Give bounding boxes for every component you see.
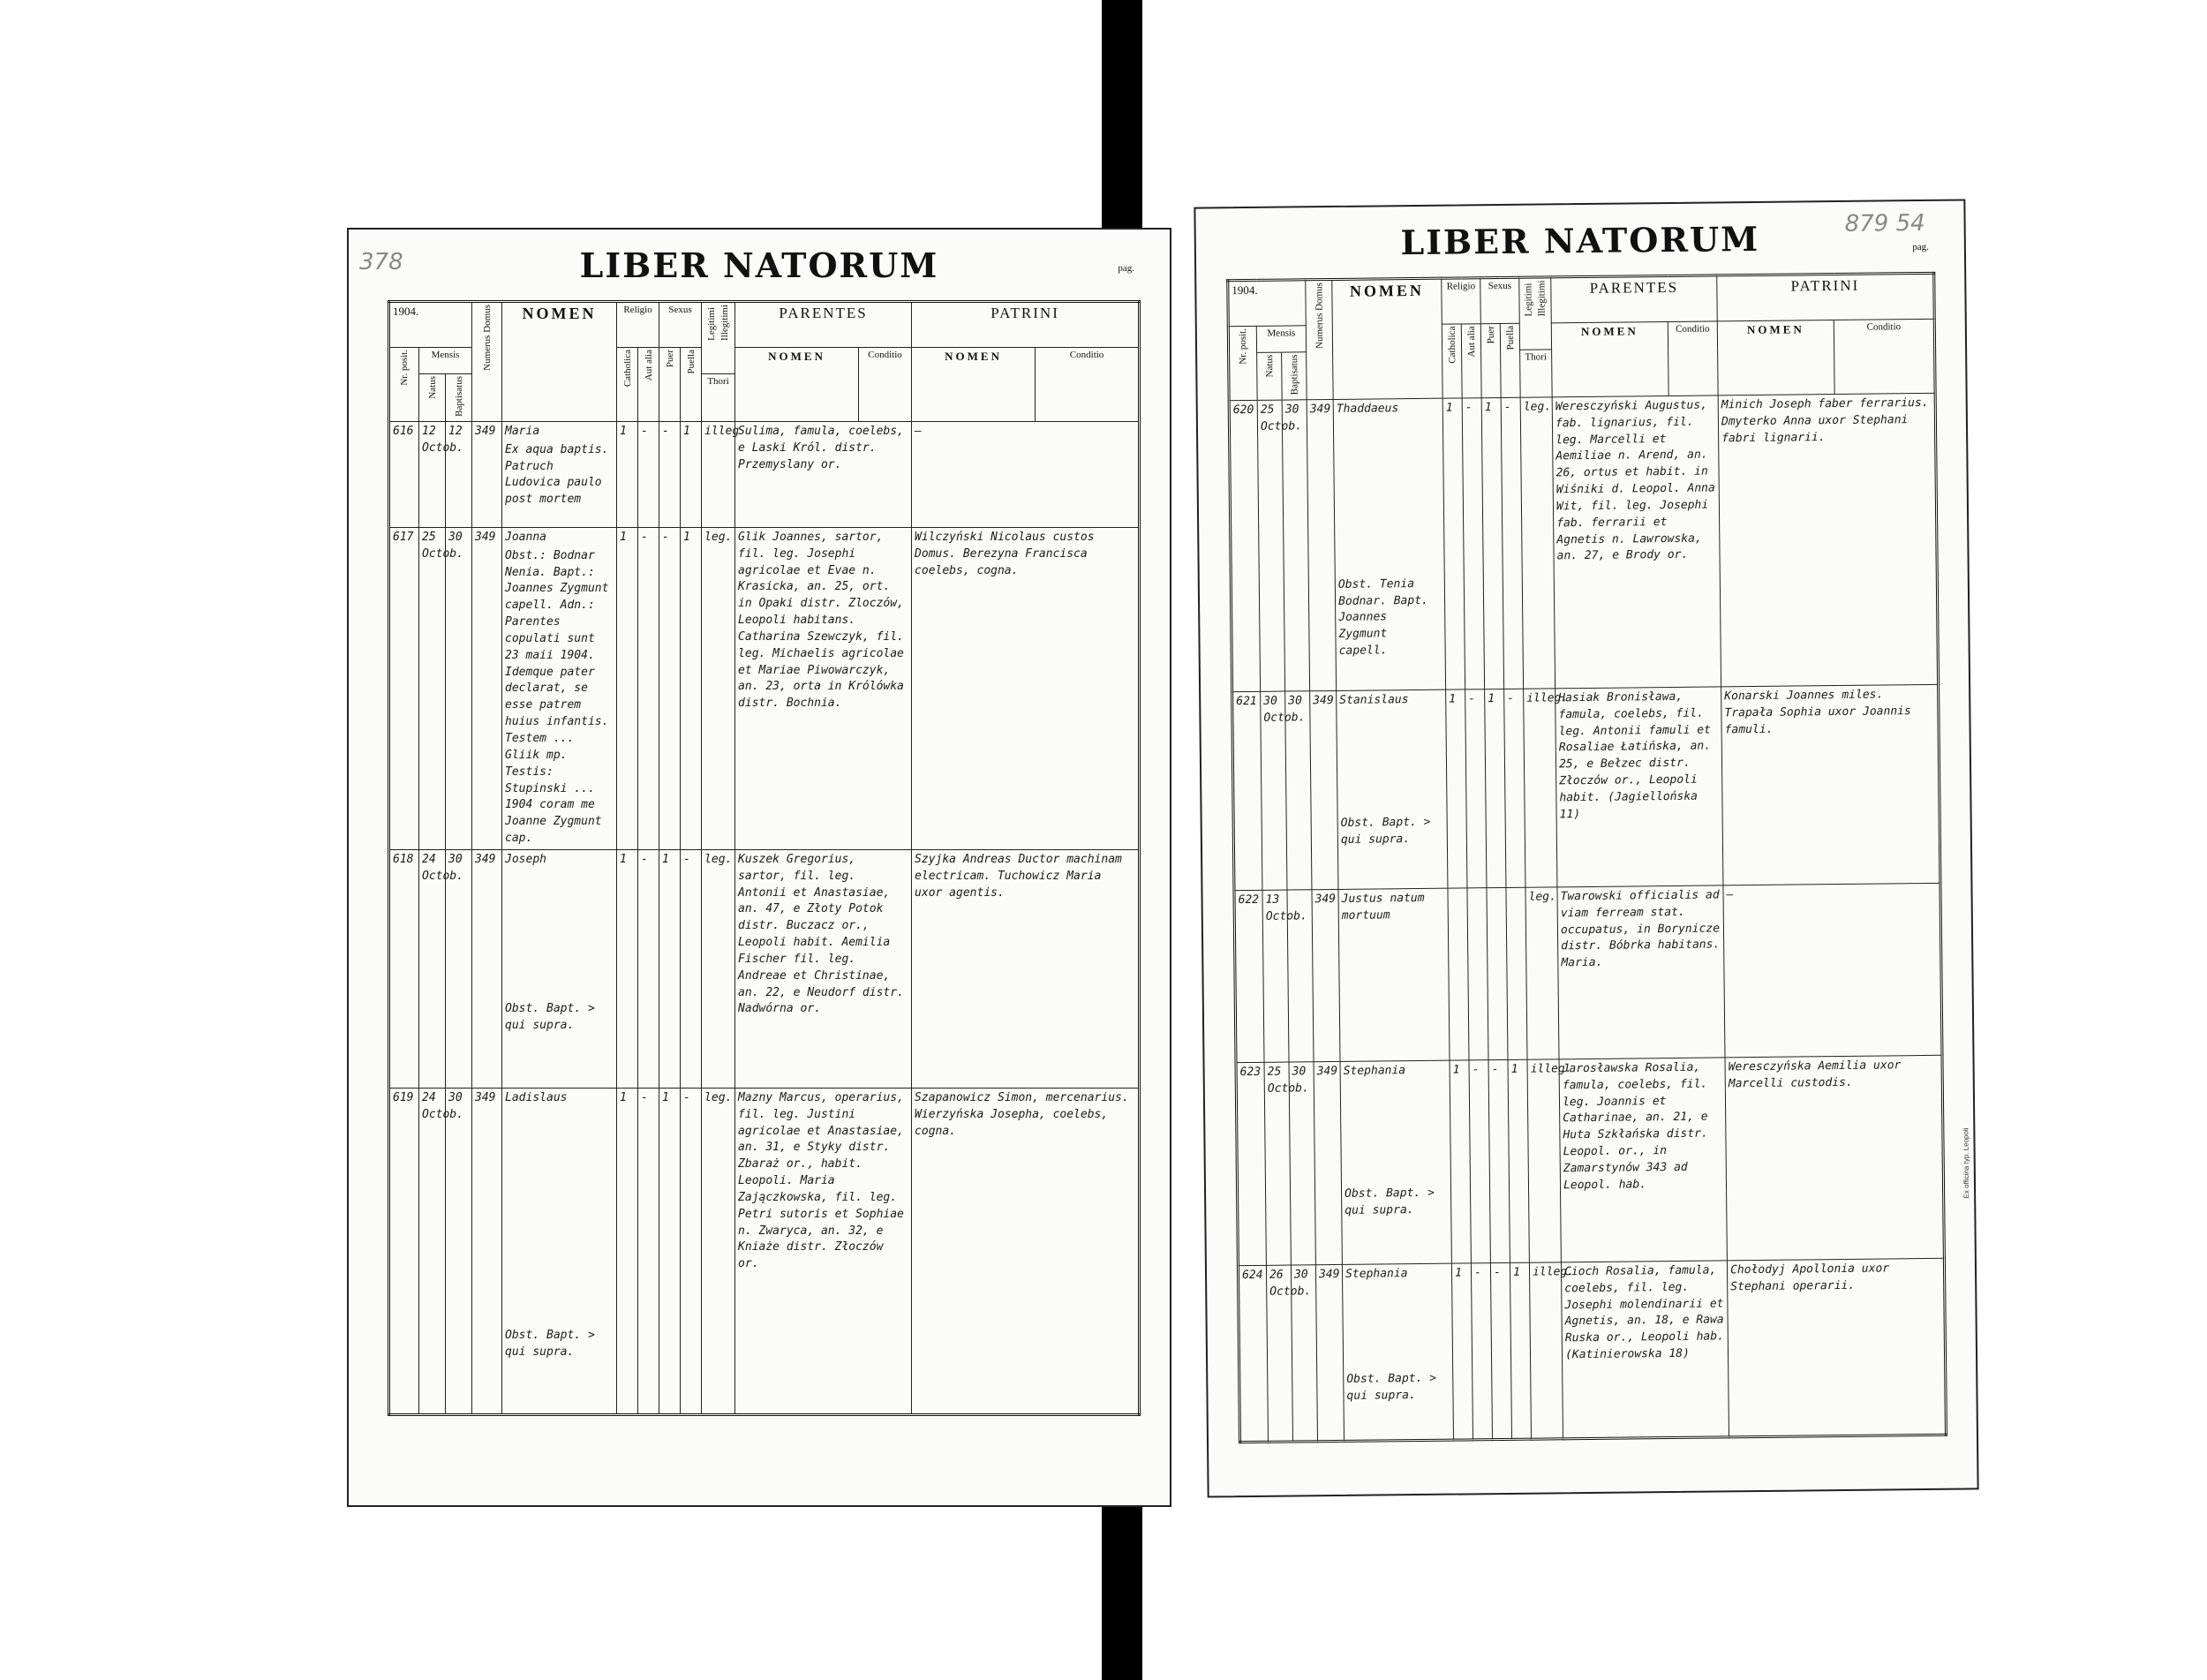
entry-puer: 1 xyxy=(1481,397,1503,689)
entry-note: Obst. Bapt. > qui supra. xyxy=(505,1328,595,1359)
entry-domus: 349 xyxy=(472,1088,502,1414)
entry-natus: 25 Octob. xyxy=(1264,1062,1291,1265)
col-catholica: Catholica xyxy=(1446,326,1458,364)
entry-patrini: — xyxy=(1723,883,1942,1058)
entry-baptisatus: 30 xyxy=(446,1088,472,1414)
entry-patrini: Konarski Joannes miles. Trapała Sophia uxor Joannis famuli. xyxy=(1721,684,1940,885)
entry-puella: - xyxy=(1504,689,1525,887)
entry-puer: - xyxy=(1488,1059,1510,1262)
col-illegitimi: Illegitimi xyxy=(719,305,730,341)
entry-domus: 349 xyxy=(472,849,502,1088)
page-banner: LIBER NATORUM xyxy=(579,245,939,285)
entry-note: Obst.: Bodnar Nenia. Bapt.: Joannes Zygmunt capell. Adn.: Parentes copulati sunt 23 maii 1904. Idemque pater declarat, se esse patrem huius infantis. Testem ... Gliik mp. Testis: Stupinski ... 1904 coram me Joanne Zygmunt cap. xyxy=(505,548,609,846)
col-puella: Puella xyxy=(685,350,697,374)
entry-puella: 1 xyxy=(681,527,702,849)
table-row xyxy=(389,1088,1140,1414)
entry-natus: 12 Octob. xyxy=(419,421,446,527)
entry-nomen-text: Stanislaus xyxy=(1339,692,1409,707)
entry-aut-alia: - xyxy=(1469,1060,1490,1263)
entry-legitimi: leg. xyxy=(702,527,735,849)
entry-nomen-text: Thaddaeus xyxy=(1336,402,1399,416)
col-parentes: PARENTES xyxy=(735,302,912,348)
entry-parentes: Cioch Rosalia, famula, coelebs, fil. leg. Josephi molendinarii et Agnetis, an. 18, e Rawa Ruska or., Leopoli hab. (Katinierowska 18) xyxy=(1561,1261,1729,1439)
table-row xyxy=(1238,1258,1946,1442)
col-aut-alia: Aut alia xyxy=(1465,326,1477,358)
col-parentes-conditio: Conditio xyxy=(1668,321,1718,396)
entry-nomen-text: Joseph xyxy=(505,852,546,866)
entry-legitimi: leg. xyxy=(702,1088,735,1414)
year-cell: 1904. xyxy=(389,302,472,348)
entry-baptisatus: 12 xyxy=(446,421,472,527)
entry-parentes: Weresczyński Augustus, fab. lignarius, fil. leg. Marcelli et Aemiliae n. Arend, an. 26, ortus et habit. in Wiśniki d. Leopol. Anna Wit, fil. leg. Josephi fab. ferrarii et Agnetis n. Lawrowska, an. 27, e Brody or. xyxy=(1552,396,1721,689)
entry-note: Obst. Bapt. > qui supra. xyxy=(1346,1371,1437,1403)
table-row xyxy=(1232,684,1940,890)
entry-legitimi: leg. xyxy=(1520,397,1555,689)
col-catholica: Catholica xyxy=(621,350,633,388)
entry-baptisatus: 30 xyxy=(446,527,472,849)
entry-nomen-text: Stephania xyxy=(1345,1266,1408,1281)
col-baptisatus: Baptisatus xyxy=(1288,354,1300,396)
entry-nomen-text: Ladislaus xyxy=(505,1090,568,1104)
entry-puella: 1 xyxy=(1510,1262,1531,1439)
entry-puella xyxy=(1506,887,1527,1059)
entry-nomen xyxy=(1333,398,1445,690)
entry-nomen-text: Stephania xyxy=(1343,1064,1406,1078)
col-religio: Religio xyxy=(617,302,659,348)
entry-puer: - xyxy=(1490,1262,1511,1439)
entry-baptisatus: 30 xyxy=(1291,1265,1317,1442)
col-mensis: Mensis xyxy=(419,348,472,374)
entry-nomen xyxy=(502,1088,617,1414)
col-illegitimi: Illegitimi xyxy=(1536,280,1548,317)
year-cell: 1904. xyxy=(1228,280,1307,327)
entry-catholica: 1 xyxy=(617,849,638,1088)
entry-nomen xyxy=(1342,1263,1453,1441)
entry-catholica: 1 xyxy=(617,421,638,527)
entry-puella: 1 xyxy=(681,421,702,527)
col-thori: Thori xyxy=(1520,350,1553,397)
entry-nr: 624 xyxy=(1238,1265,1268,1442)
entry-domus: 349 xyxy=(1307,399,1336,690)
entry-catholica xyxy=(1448,888,1469,1060)
entry-nomen xyxy=(1340,1060,1451,1264)
entry-catholica: 1 xyxy=(1446,689,1467,888)
col-parentes-nomen: NOMEN xyxy=(1551,322,1668,397)
entry-puer: 1 xyxy=(659,849,681,1088)
entry-patrini: Wilczyński Nicolaus custos Domus. Berezyna Francisca coelebs, cogna. xyxy=(912,527,1140,849)
col-sexus: Sexus xyxy=(1480,277,1520,323)
page-label: pag. xyxy=(1912,241,1929,253)
entry-nr: 617 xyxy=(389,527,419,849)
page-label: pag. xyxy=(1118,263,1134,274)
table-row xyxy=(389,527,1140,849)
entry-baptisatus: 30 xyxy=(1289,1062,1315,1265)
entry-legitimi: illeg xyxy=(702,421,735,527)
entry-parentes: Sulima, famula, coelebs, e Laski Król. distr. Przemyslany or. xyxy=(735,421,912,527)
entry-nomen xyxy=(502,527,617,849)
col-patrini-conditio: Conditio xyxy=(1834,319,1935,394)
entry-baptisatus: 30 xyxy=(1282,400,1309,691)
birth-register-table xyxy=(1226,272,1947,1443)
entry-nr: 623 xyxy=(1236,1062,1266,1265)
entry-natus: 26 Octob. xyxy=(1266,1265,1292,1442)
entry-puella: - xyxy=(1501,397,1523,689)
entry-patrini: Szapanowicz Simon, mercenarius. Wierzyńska Josepha, coelebs, cogna. xyxy=(912,1088,1140,1414)
entry-nr: 622 xyxy=(1234,890,1264,1062)
entry-note: Ex aqua baptis. Patruch Ludovica paulo post mortem xyxy=(505,442,609,507)
entry-catholica: 1 xyxy=(1451,1263,1473,1440)
pencil-page-number: 879 54 xyxy=(1844,209,1925,237)
entry-natus: 25 Octob. xyxy=(1257,400,1284,691)
entry-nr: 616 xyxy=(389,421,419,527)
entry-catholica: 1 xyxy=(617,527,638,849)
entry-aut-alia: - xyxy=(638,421,659,527)
entry-puella: 1 xyxy=(1508,1059,1529,1262)
birth-register-table xyxy=(388,300,1141,1416)
col-mensis: Mensis xyxy=(1256,326,1306,353)
entry-parentes: Twarowski officialis ad viam ferream stat. occupatus, in Borynicze distr. Bóbrka habitans. Maria. xyxy=(1557,885,1725,1059)
entry-domus: 349 xyxy=(1312,889,1340,1061)
col-nr-posit: Nr. posit. xyxy=(399,350,410,386)
entry-parentes: Kuszek Gregorius, sartor, fil. leg. Antonii et Anastasiae, an. 47, e Złoty Potok distr. Buczacz or., Leopoli habit. Aemilia Fischer fil. leg. Andreae et Christinae, an. 22, e Neudorf distr. Nadwórna or. xyxy=(735,849,912,1088)
entry-puer: - xyxy=(659,527,681,849)
entry-nomen-text: Joanna xyxy=(505,530,546,544)
entry-note: Obst. Bapt. > qui supra. xyxy=(505,1001,595,1032)
table-row xyxy=(1229,393,1938,691)
entry-parentes: Hasiak Bronisława, famula, coelebs, fil. leg. Antonii famuli et Rosaliae Łatińska, an. 25, e Bełzec distr. Złoczów or., Leopoli habit. (Jagiellońska 11) xyxy=(1555,687,1723,887)
entry-nomen xyxy=(1338,888,1450,1061)
entry-aut-alia: - xyxy=(1462,398,1484,689)
entry-puer: 1 xyxy=(1485,689,1506,887)
entry-baptisatus: 30 xyxy=(1285,691,1312,890)
entry-note: Obst. Bapt. > qui supra. xyxy=(1345,1186,1435,1217)
col-legitimi: Legitimi xyxy=(1523,283,1534,317)
table-row xyxy=(389,421,1140,527)
entry-catholica: 1 xyxy=(1442,398,1465,689)
entry-puer xyxy=(1487,887,1508,1059)
col-patrini-conditio: Conditio xyxy=(1036,348,1140,422)
entry-parentes: Jarosławska Rosalia, famula, coelebs, fil. leg. Joannis et Catharinae, an. 21, e Huta Szkłańska distr. Leopol. or., in Zamarstynów 343 ad Leopol. hab. xyxy=(1559,1058,1727,1262)
entry-patrini: Szyjka Andreas Ductor machinam electricam. Tuchowicz Maria uxor agentis. xyxy=(912,849,1140,1088)
entry-puer: - xyxy=(659,421,681,527)
col-religio: Religio xyxy=(1442,278,1481,324)
col-sexus: Sexus xyxy=(659,302,702,348)
table-row xyxy=(1236,1055,1944,1265)
col-patrini-nomen: NOMEN xyxy=(1717,320,1834,396)
col-thori: Thori xyxy=(702,374,735,422)
col-parentes-conditio: Conditio xyxy=(859,348,912,422)
entry-nomen-text: Maria xyxy=(505,424,540,438)
entry-legitimi: illeg. xyxy=(1524,689,1557,887)
entry-note: Obst. Tenia Bodnar. Bapt. Joannes Zygmunt capell. xyxy=(1337,576,1428,658)
entry-legitimi: illeg. xyxy=(1527,1059,1561,1262)
entry-patrini: Weresczyńska Aemilia uxor Marcelli custodis. xyxy=(1725,1055,1944,1261)
col-nr-posit: Nr. posit. xyxy=(1237,328,1249,365)
entry-catholica: 1 xyxy=(1450,1060,1471,1263)
pencil-page-number: 378 xyxy=(359,249,403,275)
col-puer: Puer xyxy=(664,350,675,368)
entry-natus: 25 Octob. xyxy=(419,527,446,849)
entry-legitimi: leg. xyxy=(702,849,735,1088)
col-legitimi: Legitimi xyxy=(706,307,718,341)
col-patrini: PATRINI xyxy=(912,302,1140,348)
entry-baptisatus: 30 xyxy=(446,849,472,1088)
entry-nr: 618 xyxy=(389,849,419,1088)
entry-nomen xyxy=(1337,689,1448,889)
entry-patrini: Minich Joseph faber ferrarius. Dmyterko Anna uxor Stephani fabri lignarii. xyxy=(1718,393,1938,687)
col-aut-alia: Aut alia xyxy=(643,350,654,381)
entry-aut-alia: - xyxy=(638,527,659,849)
entry-nr: 621 xyxy=(1232,691,1262,890)
entry-domus: 349 xyxy=(1314,1061,1342,1264)
col-natus: Natus xyxy=(426,376,438,399)
entry-parentes: Mazny Marcus, operarius, fil. leg. Justini agricolae et Anastasiae, an. 31, e Styky distr. Zbaraż or., habit. Leopoli. Maria Zajączkowska, fil. leg. Petri sutoris et Sophiae n. Zwaryca, an. 32, e Kniaże distr. Złoczów or. xyxy=(735,1088,912,1414)
entry-parentes: Glik Joannes, sartor, fil. leg. Josephi agricolae et Evae n. Krasicka, an. 25, ort. in Opaki distr. Zloczów, Leopoli habitans. Catharina Szewczyk, fil. leg. Michaelis agricolae et Mariae Piwowarczyk, an. 23, orta in Królówka distr. Bochnia. xyxy=(735,527,912,849)
table-row xyxy=(1234,883,1942,1062)
entry-natus: 24 Octob. xyxy=(419,1088,446,1414)
entry-nr: 619 xyxy=(389,1088,419,1414)
entry-legitimi: illeg. xyxy=(1529,1262,1563,1439)
entry-patrini: Chołodyj Apollonia uxor Stephani operarii. xyxy=(1727,1258,1946,1437)
entry-note xyxy=(1342,925,1445,926)
entry-nomen xyxy=(502,421,617,527)
entry-domus: 349 xyxy=(1315,1264,1344,1441)
col-puer: Puer xyxy=(1485,326,1496,344)
printer-imprint: Ex officina typ. Leopoli xyxy=(1962,1127,1971,1199)
entry-catholica: 1 xyxy=(617,1088,638,1414)
entry-aut-alia: - xyxy=(638,849,659,1088)
entry-puer: 1 xyxy=(659,1088,681,1414)
entry-natus: 24 Octob. xyxy=(419,849,446,1088)
page-banner: LIBER NATORUM xyxy=(1400,218,1760,263)
entry-nomen-text: Justus natum mortuum xyxy=(1341,891,1425,923)
entry-nr: 620 xyxy=(1229,400,1260,691)
entry-note: Obst. Bapt. > qui supra. xyxy=(1340,815,1431,847)
entry-aut-alia: - xyxy=(1471,1263,1492,1440)
entry-puella: - xyxy=(681,849,702,1088)
entry-patrini: — xyxy=(912,421,1140,527)
col-puella: Puella xyxy=(1504,325,1516,350)
left-page xyxy=(347,228,1171,1507)
col-numerus-domus: Numerus Domus xyxy=(481,305,493,371)
col-parentes: PARENTES xyxy=(1551,275,1718,323)
col-patrini: PATRINI xyxy=(1717,273,1935,321)
entry-aut-alia xyxy=(1467,888,1488,1060)
entry-legitimi: leg. xyxy=(1525,887,1559,1059)
col-patrini-nomen: NOMEN xyxy=(912,348,1036,422)
entry-natus: 13 Octob. xyxy=(1262,890,1289,1062)
entry-domus: 349 xyxy=(472,421,502,527)
entry-domus: 349 xyxy=(472,527,502,849)
col-nomen: NOMEN xyxy=(1332,278,1442,399)
col-baptisatus: Baptisatus xyxy=(453,376,464,417)
entry-nomen xyxy=(502,849,617,1088)
entry-natus: 30 Octob. xyxy=(1261,691,1287,890)
entry-aut-alia: - xyxy=(638,1088,659,1414)
right-page xyxy=(1194,199,1978,1497)
col-nomen: NOMEN xyxy=(502,302,617,422)
col-parentes-nomen: NOMEN xyxy=(735,348,859,422)
entry-aut-alia: - xyxy=(1465,689,1487,888)
col-numerus-domus: Numerus Domus xyxy=(1313,283,1325,350)
col-natus: Natus xyxy=(1263,354,1275,378)
table-row xyxy=(389,849,1140,1088)
entry-puella: - xyxy=(681,1088,702,1414)
entry-domus: 349 xyxy=(1310,690,1338,889)
